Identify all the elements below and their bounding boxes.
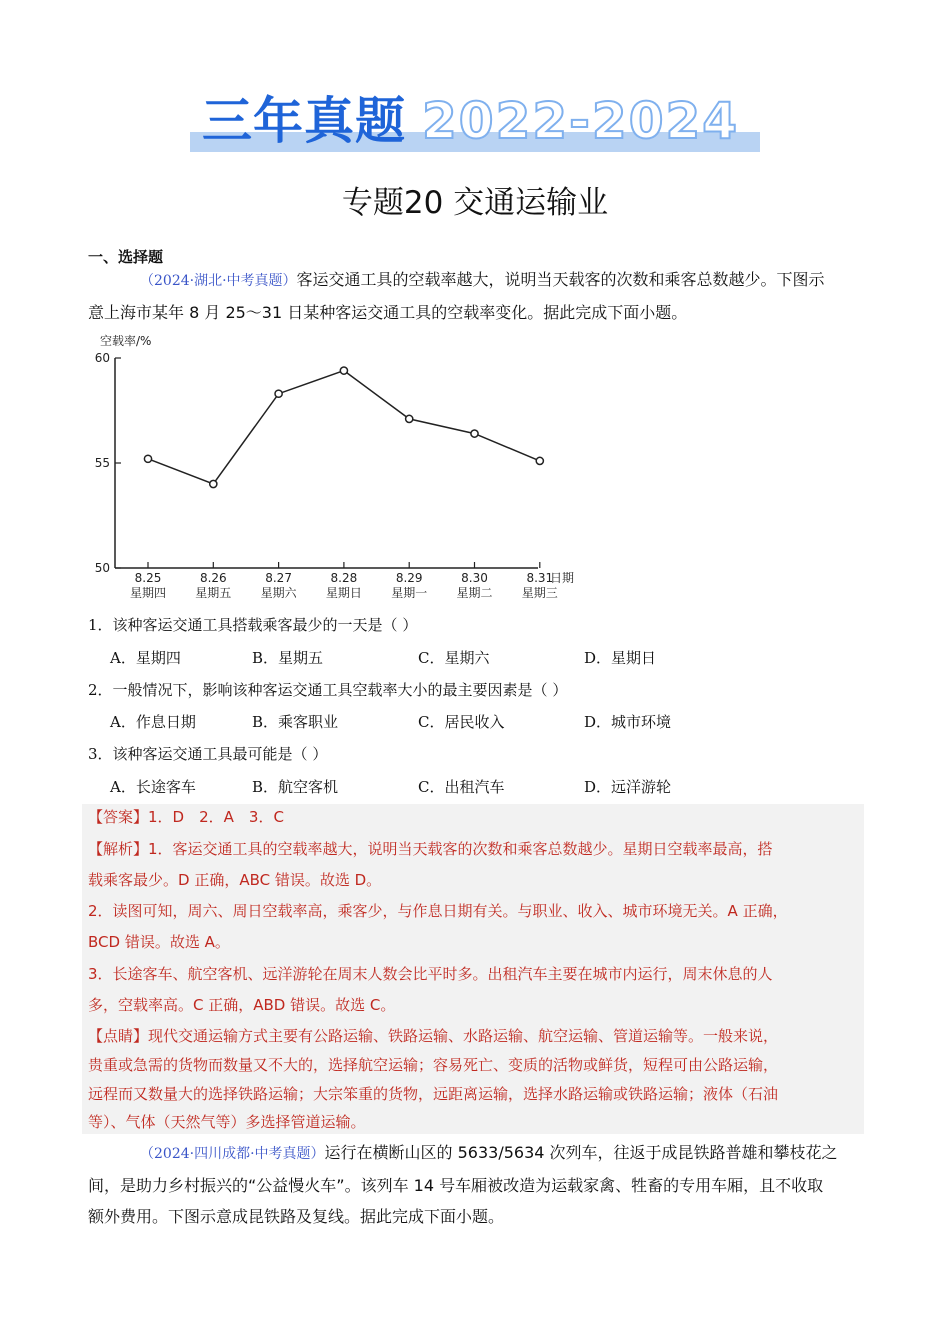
source-tag: （2024·四川成都·中考真题） <box>140 1146 325 1162</box>
source-tag: （2024·湖北·中考真题） <box>140 273 297 289</box>
banner-text-years: 2022-2024 <box>422 92 740 150</box>
header-banner <box>190 92 760 154</box>
y-tick-label: 50 <box>94 561 110 575</box>
intro-text-line: 运行在横断山区的 5633/5634 次列车，往返于成昆铁路普雄和攀枝花之 <box>324 1143 838 1162</box>
data-point <box>275 390 282 397</box>
x-tick-label: 8.28 <box>330 571 358 585</box>
q1-option-a: A．星期四 <box>110 649 181 667</box>
x-weekday-label: 星期日 <box>325 586 362 600</box>
q1-option-c: C．星期六 <box>418 649 490 667</box>
data-point <box>471 430 478 437</box>
question-3: 3．该种客运交通工具最可能是（ ） <box>88 745 328 763</box>
x-tick-label: 8.30 <box>461 571 488 585</box>
intro-text-line: 间，是助力乡村振兴的“公益慢火车”。该列车 14 号车厢被改造为运载家禽、牲畜的专用车厢，且不收取 <box>88 1176 824 1195</box>
intro-paragraph-2 <box>88 1137 863 1232</box>
analysis-line: 2．读图可知，周六、周日空载率高，乘客少，与作息日期有关。与职业、收入、城市环境无关。A 正确， <box>88 902 788 920</box>
q3-option-c: C．出租汽车 <box>418 778 505 796</box>
x-tick-label: 8.29 <box>395 571 423 585</box>
y-tick-label: 55 <box>94 456 110 470</box>
x-tick-label: 8.26 <box>199 571 227 585</box>
data-point <box>340 367 347 374</box>
q1-option-d: D．星期日 <box>584 649 657 667</box>
x-weekday-label: 星期二 <box>456 586 493 600</box>
q3-option-d: D．远洋游轮 <box>584 778 672 796</box>
page-title: 专题20 交通运输业 <box>341 185 609 221</box>
analysis-line: 载乘客最少。D 正确，ABC 错误。故选 D。 <box>88 871 382 889</box>
q2-option-a: A．作息日期 <box>110 713 196 731</box>
question-2: 2．一般情况下，影响该种客运交通工具空载率大小的最主要因素是（ ） <box>88 681 568 699</box>
y-tick-label: 60 <box>94 351 110 365</box>
tip-line: 等）、气体（天然气等）多选择管道运输。 <box>88 1113 366 1131</box>
q2-option-b: B．乘客职业 <box>252 713 339 731</box>
intro-text-line: 额外费用。下图示意成昆铁路及复线。据此完成下面小题。 <box>88 1207 505 1226</box>
x-axis-label: 日期 <box>550 571 575 585</box>
x-tick-label: 8.27 <box>265 571 292 585</box>
data-point <box>406 415 413 422</box>
tip-line: 远程而又数量大的选择铁路运输；大宗笨重的货物，远距离运输，选择水路运输或铁路运输；液体（石油 <box>88 1085 779 1103</box>
line-chart <box>88 330 598 605</box>
x-weekday-label: 星期一 <box>391 586 428 600</box>
x-weekday-label: 星期三 <box>521 586 558 600</box>
data-point <box>210 480 217 487</box>
analysis-line: 【解析】1．客运交通工具的空载率越大，说明当天载客的次数和乘客总数越少。星期日空载率最高，搭 <box>88 840 773 858</box>
data-point <box>144 455 151 462</box>
q3-option-b: B．航空客机 <box>252 778 339 796</box>
y-axis-label: 空载率/% <box>100 334 152 348</box>
q3-option-a: A．长途客车 <box>110 778 196 796</box>
analysis-line: 3．长途客车、航空客机、远洋游轮在周末人数会比平时多。出租汽车主要在城市内运行，周末休息的人 <box>88 965 773 983</box>
data-point <box>536 457 543 464</box>
intro-text-line: 意上海市某年 8 月 25～31 日某种客运交通工具的空载率变化。据此完成下面小题。 <box>88 303 688 322</box>
x-weekday-label: 星期四 <box>129 586 167 600</box>
x-weekday-label: 星期五 <box>195 586 232 600</box>
q2-option-d: D．城市环境 <box>584 713 672 731</box>
intro-text-line: 客运交通工具的空载率越大，说明当天载客的次数和乘客总数越少。下图示 <box>296 270 825 289</box>
x-tick-label: 8.31 <box>526 571 554 585</box>
banner-text-main: 三年真题 <box>202 92 406 150</box>
tip-line: 贵重或急需的货物而数量又不大的，选择航空运输；容易死亡、变质的活物或鲜货，短程可由公路运输， <box>88 1056 779 1074</box>
x-tick-label: 8.25 <box>134 571 162 585</box>
intro-paragraph-1 <box>88 264 863 328</box>
q1-option-b: B．星期五 <box>252 649 324 667</box>
x-weekday-label: 星期六 <box>260 586 297 600</box>
q2-option-c: C．居民收入 <box>418 713 505 731</box>
analysis-line: 多，空载率高。C 正确，ABD 错误。故选 C。 <box>88 996 396 1014</box>
question-1: 1．该种客运交通工具搭载乘客最少的一天是（ ） <box>88 616 418 634</box>
tip-line: 【点睛】现代交通运输方式主要有公路运输、铁路运输、水路运输、航空运输、管道运输等。一般来说， <box>88 1027 779 1045</box>
series-line <box>148 371 540 484</box>
answer-key: 【答案】1．D 2．A 3．C <box>88 808 284 826</box>
section-heading: 一、选择题 <box>88 248 164 266</box>
analysis-line: BCD 错误。故选 A。 <box>88 933 230 951</box>
